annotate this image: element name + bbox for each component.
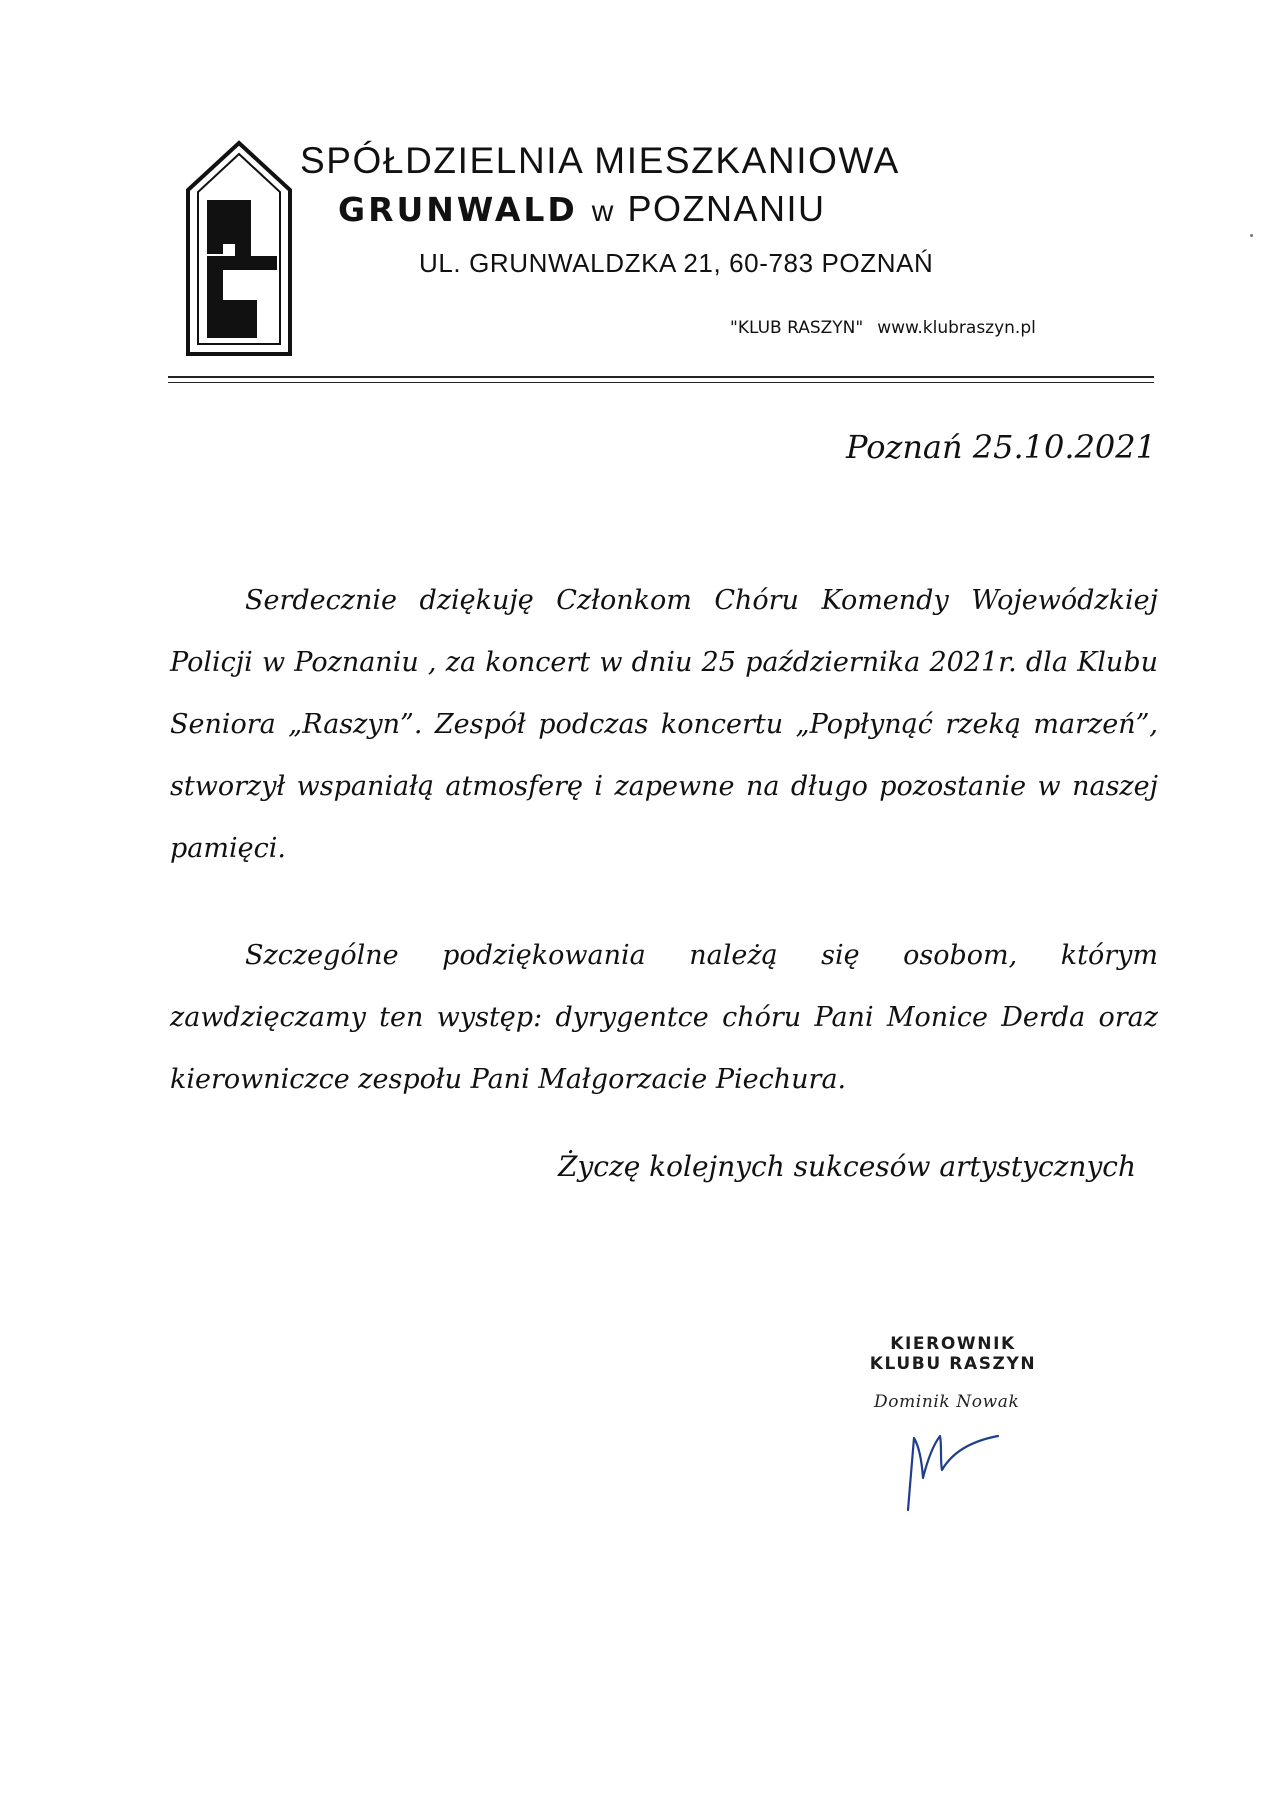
building-logo-icon xyxy=(185,140,293,358)
handwritten-signature-icon xyxy=(898,1414,1018,1514)
letter-closing: Życzę kolejnych sukcesów artystycznych xyxy=(558,1150,1136,1183)
header-divider-thin xyxy=(168,382,1154,383)
letter-paragraph-2: Szczególne podziękowania należą się osobom, którym zawdzięczamy ten występ: dyrygentce chóru Pani Monice Derda oraz kierowniczce zespołu Pani Małgorzacie Piechura. xyxy=(170,940,1158,1095)
header-divider xyxy=(168,376,1154,378)
stamp-club: KLUBU RASZYN xyxy=(869,1354,1037,1374)
scan-speck xyxy=(1250,234,1253,237)
organization-name-line xyxy=(338,188,825,230)
letter-date: Poznań 25.10.2021 xyxy=(845,428,1156,466)
stamp-title: KIEROWNIK xyxy=(890,1334,1016,1354)
stamp-person-name: Dominik Nowak xyxy=(874,1392,1020,1412)
organization-name: GRUNWALD xyxy=(338,190,578,229)
signature-stamp xyxy=(838,1334,1068,1374)
organization-title: SPÓŁDZIELNIA MIESZKANIOWA xyxy=(300,140,900,181)
letter-paragraph-1: Serdecznie dziękuję Członkom Chóru Komendy Wojewódzkiej Policji w Poznaniu , za koncert w dniu 25 października 2021r. dla Klubu Seniora „Raszyn”. Zespół podczas koncertu „Popłynąć rzeką marzeń”, stworzył wspaniałą atmosferę i zapewne na długo pozostanie w naszej pamięci. xyxy=(170,585,1158,864)
club-info xyxy=(730,318,1036,338)
club-website: www.klubraszyn.pl xyxy=(877,318,1036,338)
club-label: "KLUB RASZYN" xyxy=(730,318,864,338)
organization-city: POZNANIU xyxy=(627,188,826,229)
organization-address: UL. GRUNWALDZKA 21, 60-783 POZNAŃ xyxy=(419,248,934,278)
organization-preposition: w xyxy=(591,195,614,228)
